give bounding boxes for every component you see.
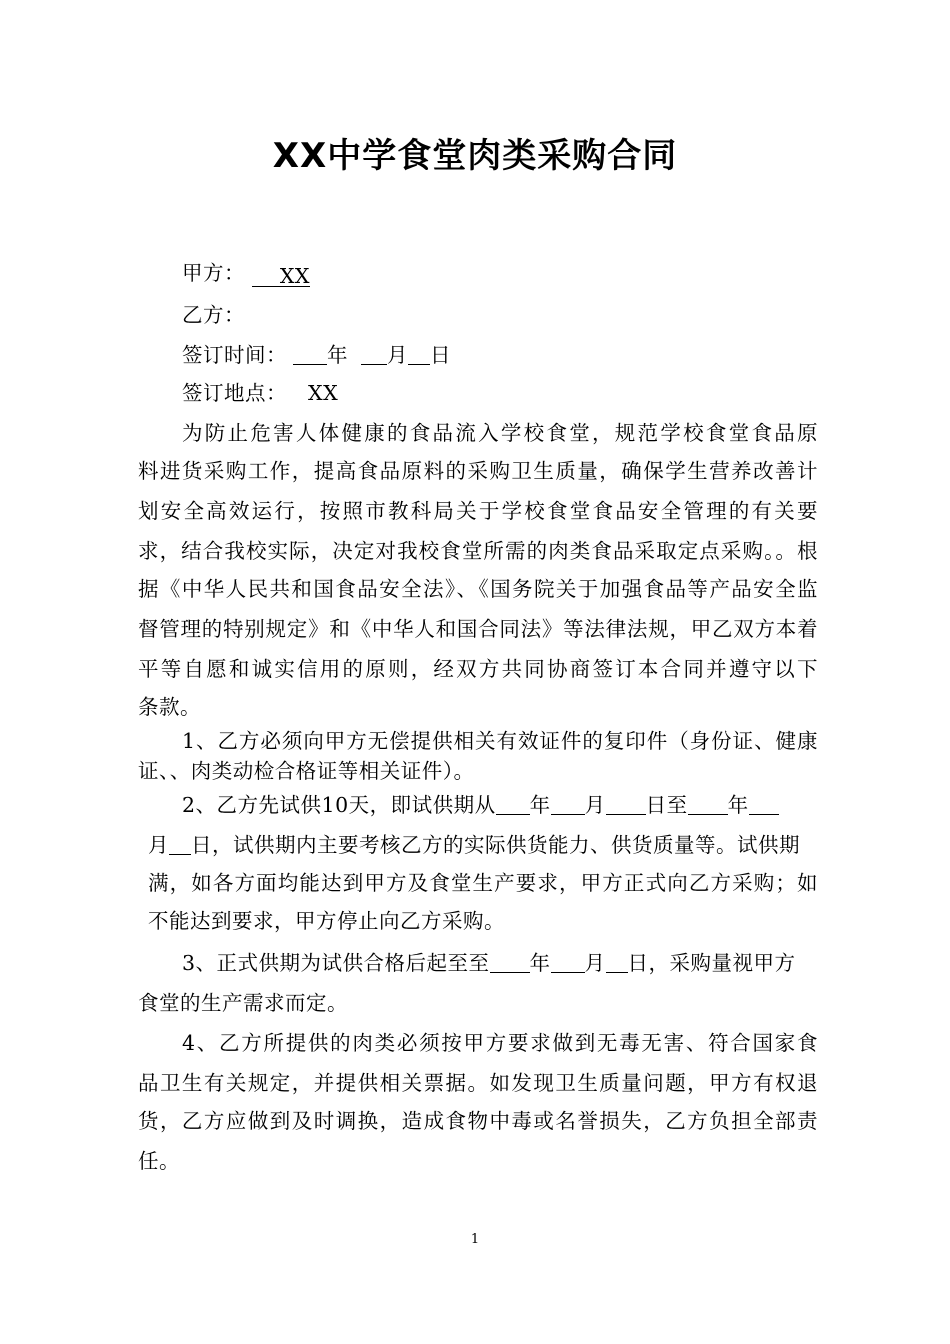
clause-1-line: 证、、肉类动检合格证等相关证件）。 (138, 759, 475, 783)
document-title: XX中学食堂肉类采购合同 (272, 136, 678, 176)
intro-line: 为防止危害人体健康的食品流入学校食堂，规范学校食堂食品原 (182, 421, 818, 445)
formal-year-label: 年 (529, 951, 551, 975)
sign-day-label: 日 (430, 343, 452, 367)
party-b-line (182, 296, 822, 334)
sign-year-label: 年 (327, 343, 348, 367)
clause-4-line: 品卫生有关规定，并提供相关票据。如发现卫生质量问题，甲方有权退 (138, 1071, 818, 1095)
sign-place-value: XX (308, 381, 339, 405)
intro-line: 平等自愿和诚实信用的原则，经双方共同协商签订本合同并遵守以下 (138, 657, 818, 681)
trial-end-year-blank (688, 792, 728, 815)
party-a-line (182, 254, 822, 292)
intro-line: 料进货采购工作，提高食品原料的采购卫生质量，确保学生营养改善计 (138, 459, 818, 483)
clause-4-line: 货，乙方应做到及时调换，造成食物中毒或名誉损失，乙方负担全部责 (138, 1109, 818, 1133)
formal-month-label: 月 (584, 951, 606, 975)
party-a-value: XX (252, 264, 310, 287)
sign-time-label: 签订时间： (182, 343, 287, 367)
trial-end-day-blank (169, 832, 191, 855)
party-a-label: 甲方： (182, 261, 245, 285)
trial-start-month-blank (551, 792, 585, 815)
trial-end-year-label: 年 (727, 793, 749, 817)
trial-day-to-label: 日至 (645, 793, 688, 817)
trial-end-month-label: 月 (148, 833, 169, 857)
intro-line: 划安全高效运行，按照市教科局关于学校食堂食品安全管理的有关要 (138, 499, 818, 523)
clause-2-line: 满，如各方面均能达到甲方及食堂生产要求，甲方正式向乙方采购；如 (148, 871, 818, 895)
clause-3-text: 日，采购量视甲方 (627, 951, 796, 975)
sign-day-blank (408, 342, 430, 365)
sign-year-blank (293, 342, 327, 365)
formal-year-blank (490, 950, 530, 973)
intro-line: 求，结合我校实际，决定对我校食堂所需的肉类食品采取定点采购。。根 (138, 539, 818, 563)
clause-4-line: 4、乙方所提供的肉类必须按甲方要求做到无毒无害、符合国家食 (182, 1031, 818, 1055)
intro-line: 条款。 (138, 695, 201, 719)
trial-start-month-label: 月 (584, 793, 606, 817)
clause-3-text: 3、正式供期为试供合格后起至至 (182, 951, 490, 975)
sign-month-label: 月 (387, 343, 409, 367)
trial-start-day-blank (606, 792, 646, 815)
clause-2-text: 2、乙方先试供10天，即试供期从 (182, 793, 496, 817)
intro-line: 督管理的特别规定》和《中华人和国合同法》等法律法规，甲乙双方本着 (138, 617, 818, 641)
formal-day-blank (606, 950, 628, 973)
sign-place-label: 签订地点： (182, 381, 287, 405)
page-number: 1 (470, 1232, 480, 1247)
trial-start-year-blank (496, 792, 530, 815)
sign-place-line (182, 374, 822, 412)
intro-line: 据《中华人民共和国食品安全法》、《国务院关于加强食品等产品安全监 (138, 577, 818, 601)
clause-2-line: 不能达到要求，甲方停止向乙方采购。 (148, 909, 505, 933)
sign-month-blank (361, 342, 387, 365)
party-b-label: 乙方： (182, 303, 245, 327)
sign-time-line (182, 336, 822, 374)
clause-2-line (148, 826, 818, 864)
clause-3-line (182, 944, 822, 982)
clause-1-line: 1、乙方必须向甲方无偿提供相关有效证件的复印件（身份证、健康 (182, 729, 818, 753)
clause-2-line (182, 786, 822, 824)
trial-end-month-blank-a (749, 792, 779, 815)
trial-start-year-label: 年 (529, 793, 551, 817)
clause-2-text: 日，试供期内主要考核乙方的实际供货能力、供货质量等。试供期 (191, 833, 800, 857)
clause-3-line: 食堂的生产需求而定。 (138, 991, 348, 1015)
formal-month-blank (551, 950, 585, 973)
clause-4-line: 任。 (138, 1149, 180, 1173)
